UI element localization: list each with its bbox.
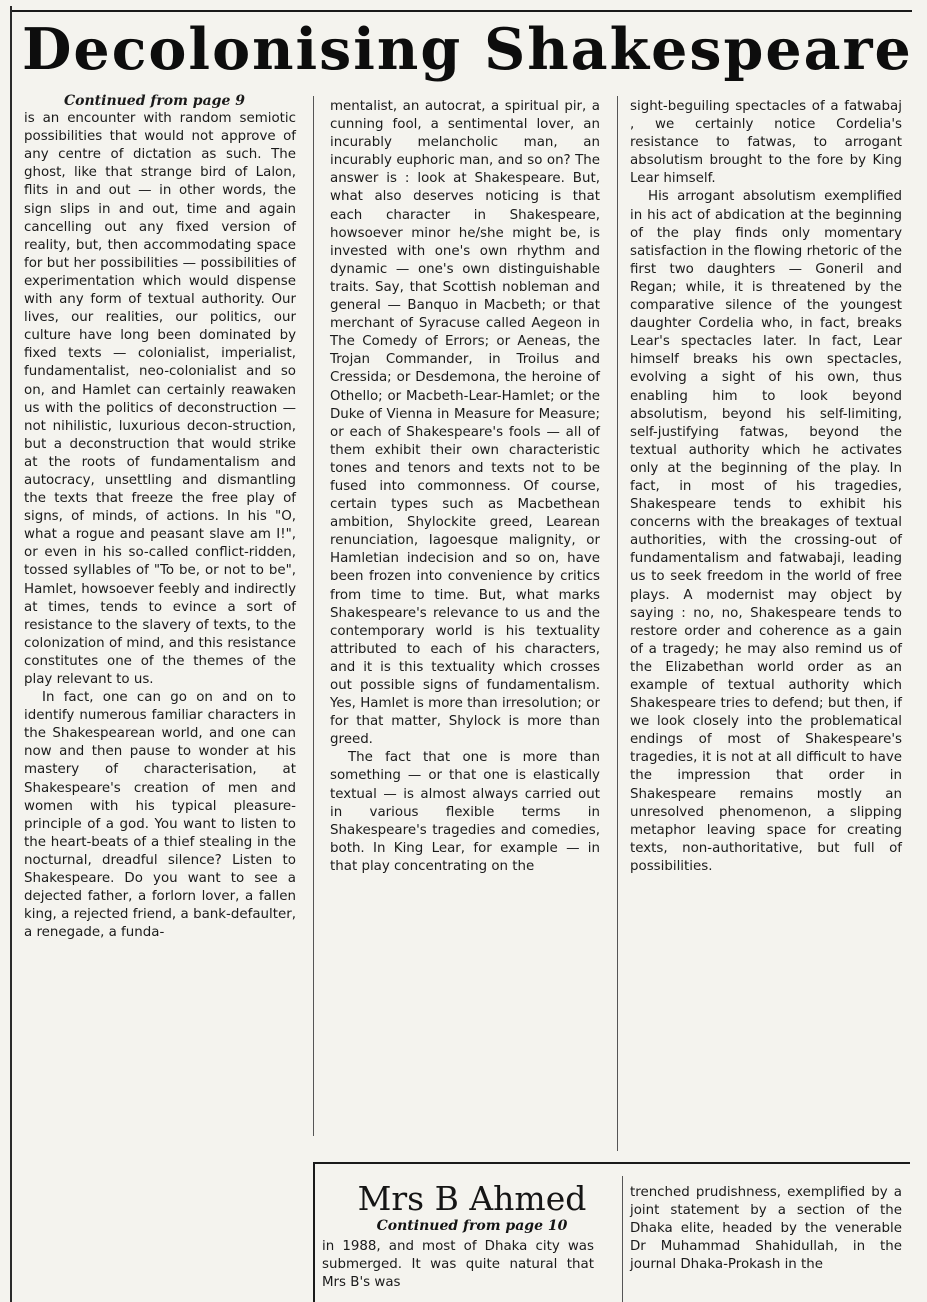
article-column-1 xyxy=(24,92,296,942)
continued-from-label: Continued from page 9 xyxy=(64,93,245,109)
paragraph: mentalist, an autocrat, a spiritual pir, a cunning fool, a sentimental lover, an incurably melancholic man, an incurably euphoric man, and so on? The answer is : look at Shakespeare. But, what also deserves noticing is that each character in Shakespeare, howsoever minor he/she might be, is invested with one's own rhythm and dynamic — one's own distinguishable traits. Say, that Scottish nobleman and general — Banquo in Macbeth; or that merchant of Syracuse called Aegeon in The Comedy of Errors; or Aeneas, the Trojan Commander, in Troilus and Cressida; or Desdemona, the heroine of Othello; or Macbeth-Lear-Hamlet; or the Duke of Vienna in Measure for Measure; or each of Shakespeare's fools — all of them exhibit their own characteristic tones and tenors and texts not to be fused into commonness. Of course, certain types such as Macbethean ambition, Shylockite greed, Learean renunciation, Iagoesque malignity, or Hamletian indecision and so on, have been frozen into convenience by critics from time to time. But, what marks Shakespeare's relevance to us and the contemporary world is his textuality attributed to each of his characters, and it is this textuality which crosses out possible signs of fundamentalism. Yes, Hamlet is more than irresolution; or for that matter, Shylock is more than greed. xyxy=(330,99,600,748)
paragraph: in 1988, and most of Dhaka city was submerged. It was quite natural that Mrs B's was xyxy=(322,1239,594,1291)
second-article-column-b xyxy=(630,1184,902,1274)
paragraph: is an encounter with random semiotic possibilities that would not approve of any centre of dictation as such. The ghost, like that strange bird of Lalon, flits in and out — in other words, the sign slips in and out, time and again cancelling out any fixed version of reality, but, then accommodating space for but her possibilities — possibilities of experimentation which would dispense with any form of textual authority. Our lives, our realities, our politics, our culture have long been dominated by fixed texts — colonialist, imperialist, fundamentalist, neo-colonialist and so on, and Hamlet can certainly reawaken us with the politics of deconstruction — not nihilistic, luxurious decon-struction, but a deconstruction that would strike at the roots of fundamentalism and autocracy, unsettling and dismantling the texts that freeze the free play of signs, of minds, of actions. In his "O, what a rogue and peasant slave am I!", or even in his so-called conflict-ridden, tossed syllables of "To be, or not to be", Hamlet, howsoever feebly and indirectly at times, tends to evince a sort of resistance to the slavery of texts, to the colonization of mind, and this resistance constitutes one of the themes of the play relevant to us. xyxy=(24,111,296,687)
section-divider xyxy=(314,1162,910,1164)
paragraph: The fact that one is more than something — or that one is elastically textual — is almost always carried out in various flexible terms in Shakespeare's tragedies and comedies, both. In King Lear, for example — in that play concentrating on the xyxy=(330,750,600,874)
paragraph: His arrogant absolutism exemplified in his act of abdication at the beginning of the play finds only momentary satisfaction in the flowing rhetoric of the first two daughters — Goneril and Regan; while, it is threatened by the comparative silence of the youngest daughter Cordelia who, in fact, breaks Lear's spectacles later. In fact, Lear himself breaks his own spectacles, evolving a sight of his own, thus enabling him to look beyond absolutism, beyond his self-limiting, self-justifying fatwas, beyond the textual authority which he activates only at the beginning of the play. In fact, in most of his tragedies, Shakespeare tends to exhibit his concerns with the breakages of textual authorities, with the crossing-out of fundamentalism and fatwabaji, leading us to seek freedom in the world of free plays. A modernist may object by saying : no, no, Shakespeare tends to restore order and coherence as a gain of a tragedy; he may also remind us of the Elizabethan world order as an example of textual authority which Shakespeare tries to defend; but then, if we look closely into the problematical endings of most of Shakespeare's tragedies, it is not at all difficult to have the impression that order in Shakespeare remains mostly an unresolved phenomenon, a slipping metaphor leaving space for creating texts, non-authoritative, but full of possibilities. xyxy=(630,189,902,874)
column-divider xyxy=(622,1176,623,1302)
article-column-3 xyxy=(630,98,902,876)
article-headline: Decolonising Shakespeare xyxy=(22,16,913,83)
second-article-headline: Mrs B Ahmed xyxy=(357,1179,587,1218)
page-top-edge xyxy=(12,0,912,12)
paragraph: sight-beguiling spectacles of a fatwabaj , we certainly notice Cordelia's resistance to fatwas, to arrogant absolutism brought to the fore by King Lear himself. xyxy=(630,99,902,187)
second-article-column-a xyxy=(322,1238,594,1292)
paragraph: trenched prudishness, exemplified by a joint statement by a section of the Dhaka elite, headed by the venerable Dr Muhammad Shahidullah, in the journal Dhaka-Prokash in the xyxy=(630,1185,902,1273)
second-continued-label: Continued from page 10 xyxy=(376,1218,568,1234)
column-divider xyxy=(313,96,314,1136)
box-left-rule xyxy=(313,1162,315,1302)
paragraph: In fact, one can go on and on to identify numerous familiar characters in the Shakespearean world, and one can now and then pause to wonder at his mastery of characterisation, at Shakespeare's creation of men and women with his typical pleasure-principle of a god. You want to listen to the heart-beats of a thief stealing in the nocturnal, dreadful silence? Listen to Shakespeare. Do you want to see a dejected father, a forlorn lover, a fallen king, a rejected friend, a bank-defaulter, a renegade, a funda- xyxy=(24,690,296,941)
article-column-2 xyxy=(330,98,600,876)
page-left-rule xyxy=(10,6,12,1302)
column-divider xyxy=(617,96,618,1151)
